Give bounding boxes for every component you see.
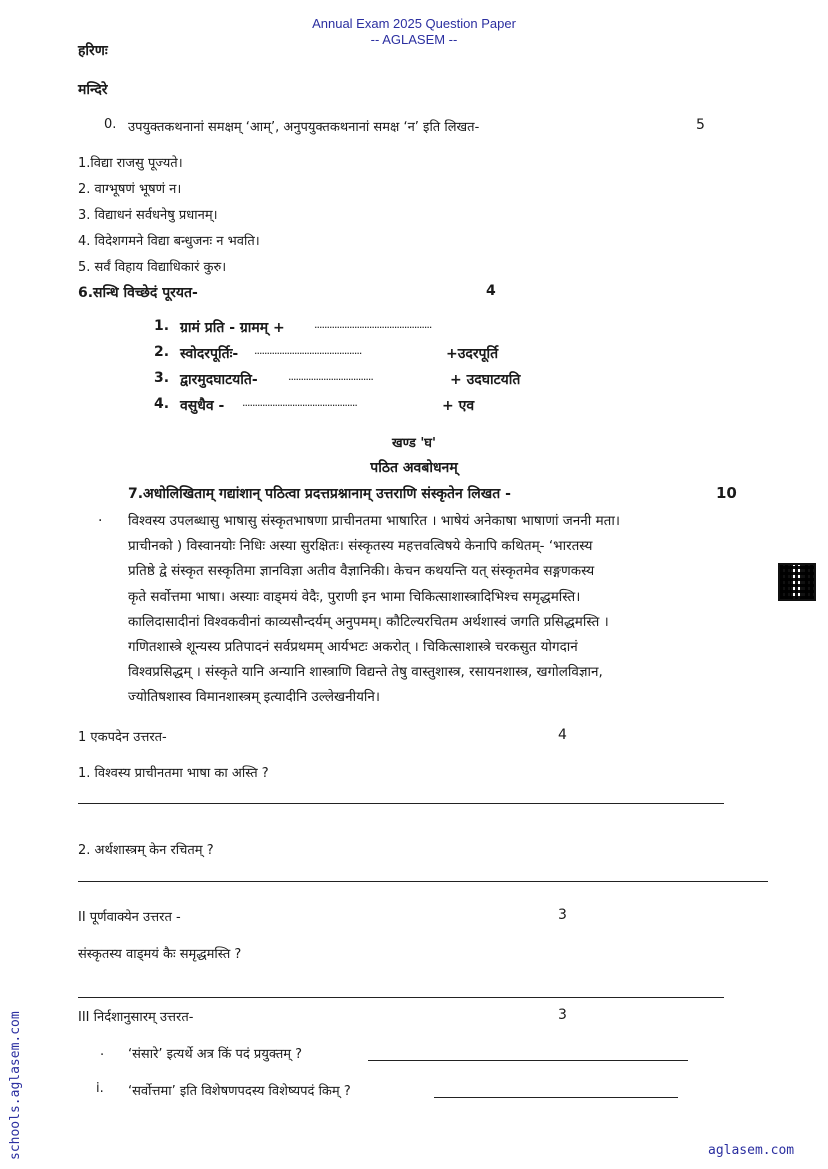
q6-title: 6.सन्धि विच्छेदं पूरयत- [78, 285, 198, 301]
q6-marks: 4 [486, 283, 496, 299]
part1-q2: 2. अर्थशास्त्रम् केन रचितम् ? [78, 843, 214, 858]
answer-line[interactable] [78, 803, 724, 804]
part3-q2: ‘सर्वोत्तमा’ इति विशेषणपदस्य विशेष्यपदं किम् ? [128, 1084, 351, 1099]
q5-item: 2. वाग्भूषणं भूषणं न। [78, 182, 182, 197]
q5-number: 0. [104, 117, 117, 132]
part2-marks: 3 [558, 907, 567, 923]
q5-item: 4. विदेशगमने विद्या बन्धुजनः न भवति। [78, 234, 260, 249]
q5-instruction: उपयुक्तकथनानां समक्षम् ‘आम्’, अनुपयुक्तकथनानां समक्ष ‘न’ इति लिखत- [128, 120, 480, 135]
sandhi-num: 3. [154, 370, 170, 386]
sandhi-right: + एव [442, 398, 475, 414]
answer-line[interactable] [78, 881, 768, 882]
passage-line: कालिदासादीनां विश्वकवीनां काव्यसौन्दर्यम् अनुपमम्। कौटिल्यरचितम अर्थशास्वं जगति प्रसिद्धमस्ति । [128, 613, 609, 630]
answer-line[interactable] [78, 997, 724, 998]
sandhi-num: 2. [154, 344, 170, 360]
qr-code [778, 563, 816, 601]
sandhi-blank: .............................................. [242, 396, 357, 409]
passage-bullet: . [98, 509, 103, 525]
q5-marks: 5 [696, 117, 705, 133]
part3-q1-num: . [100, 1044, 105, 1059]
q5-item: 3. विद्याधनं सर्वधनेषु प्रधानम्। [78, 208, 218, 223]
sandhi-blank: ............................................... [314, 318, 432, 331]
side-watermark: schools.aglasem.com [8, 1011, 23, 1160]
sandhi-num: 4. [154, 396, 170, 412]
part1-q1: 1. विश्वस्य प्राचीनतमा भाषा का अस्ति ? [78, 766, 269, 781]
sandhi-right: +उदरपूर्ति [446, 346, 499, 362]
passage-line: प्रतिष्ठे द्वे संस्कृत सस्कृतिमा ज्ञानविज्ञा अतीव वैज्ञानिकी। केचन कथयन्ति यत् संस्कृतमेव सङ्गणकस्य [128, 563, 595, 580]
part3-heading: III निर्दशानुसारम् उत्तरत- [78, 1010, 194, 1025]
passage-line: प्राचीनको ) विस्वानयोः निधिः अस्या सुरक्षितः। संस्कृतस्य महत्तवत्विषये केनापि कथितम्- ‘भारतस्य [128, 538, 593, 555]
part3-q1: ‘संसारे’ इत्यर्थे अत्र किं पदं प्रयुक्तम् ? [128, 1047, 303, 1062]
passage-line: कृते सर्वोत्तमा भाषा। अस्याः वाड्मयं वेदैः, पुराणी इन भामा चिकित्साशास्त्रादिभिश्च समृद्धमस्ति। [128, 588, 581, 605]
footer-watermark: aglasem.com [708, 1143, 795, 1158]
answer-line[interactable] [368, 1060, 688, 1061]
passage-line: विश्वस्य उपलब्धासु भाषासु संस्कृतभाषणा प्राचीनतमा भाषारित । भाषेयं अनेकाषा भाषाणां जननी मता। [128, 513, 620, 529]
part1-marks: 4 [558, 727, 567, 743]
passage-line: विश्वप्रसिद्धम् । संस्कृते यानि अन्यानि शास्त्राणि विद्यन्ते तेषु वास्तुशास्त्र, रसायनशास्त्र, खगोलविज्ञान, [128, 664, 603, 681]
sandhi-left: वसुधैव - [180, 398, 225, 414]
section-subtitle: पठित अवबोधनम् [370, 460, 458, 476]
answer-line[interactable] [434, 1097, 678, 1098]
q7-title: 7.अधोलिखिताम् गद्यांशान् पठित्वा प्रदत्तप्रश्नानाम् उत्तराणि संस्कृतेन लिखत - [128, 486, 511, 502]
q7-marks: 10 [716, 484, 737, 502]
sandhi-left: ग्रामं प्रति - ग्रामम् + [180, 320, 285, 336]
header-subtitle: -- AGLASEM -- [370, 32, 458, 47]
part3-q2-num: i. [96, 1081, 104, 1096]
word-mandire: मन्दिरे [78, 82, 108, 98]
q5-item: 1.विद्या राजसु पूज्यते। [78, 156, 183, 171]
passage [128, 509, 776, 711]
sandhi-left: स्वोदरपूर्तिः- [180, 346, 239, 362]
sandhi-blank: .................................. [288, 370, 373, 383]
part2-heading: II पूर्णवाक्येन उत्तरत - [78, 910, 181, 925]
part3-marks: 3 [558, 1007, 567, 1023]
sandhi-num: 1. [154, 318, 170, 334]
sandhi-right: + उदघाटयति [450, 372, 521, 388]
sandhi-blank: ........................................... [254, 344, 362, 357]
section-title: खण्ड 'घ' [392, 436, 436, 451]
q5-item: 5. सर्वं विहाय विद्याधिकारं कुरु। [78, 260, 227, 275]
sandhi-left: द्वारमुदघाटयति- [180, 372, 258, 388]
word-harinah: हरिणः [78, 43, 108, 59]
part2-question: संस्कृतस्य वाड्मयं कैः समृद्धमस्ति ? [78, 947, 242, 962]
passage-line: गणितशास्त्रे शून्यस्य प्रतिपादनं सर्वप्रथमम् आर्यभटः अकरोत् । चिकित्साशास्त्रे चरकसुत योगदानं [128, 639, 578, 656]
header-title: Annual Exam 2025 Question Paper [312, 16, 516, 31]
part1-heading: 1 एकपदेन उत्तरत- [78, 730, 167, 745]
passage-line: ज्योतिषशास्व विमानशास्त्रम् इत्यादीनि उल्लेखनीयनि। [128, 689, 380, 706]
